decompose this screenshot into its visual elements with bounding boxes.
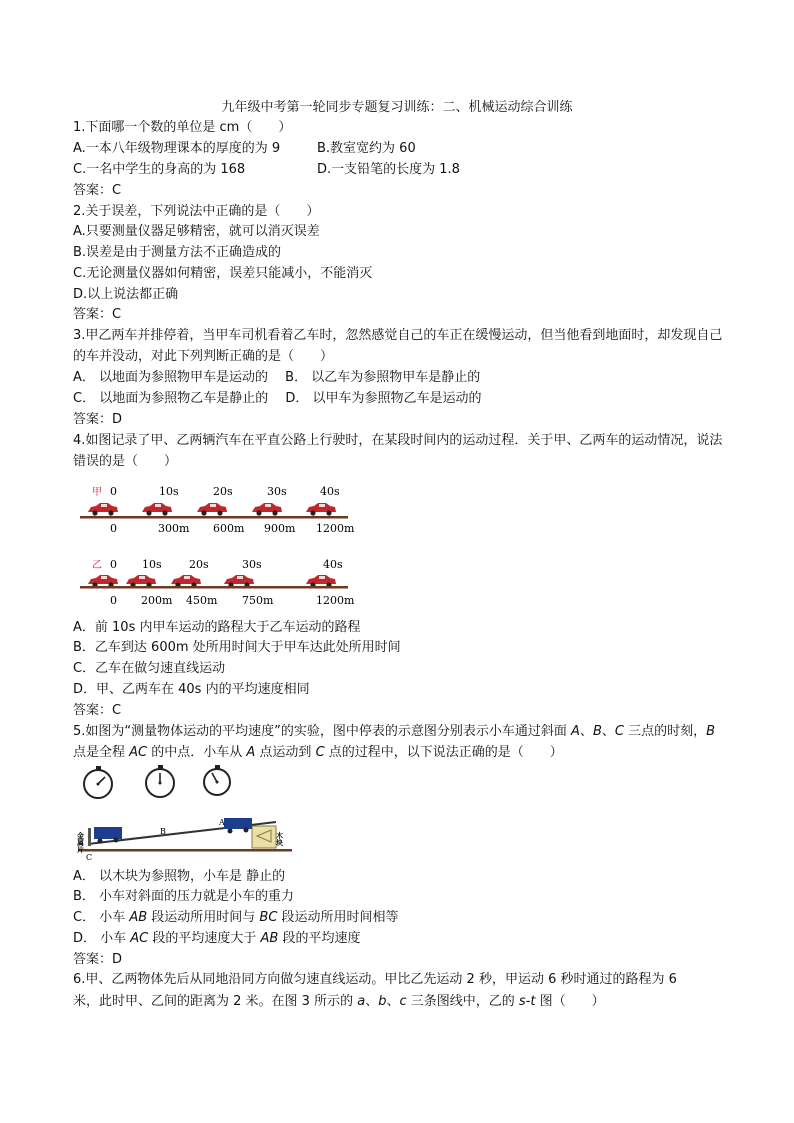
q4-yi-time-3: 30s bbox=[242, 558, 262, 571]
q4-yi-dist-3: 750m bbox=[242, 594, 274, 607]
q4-yi-car-3 bbox=[171, 575, 201, 588]
q1-option-c: C.一名中学生的身高的为 168 bbox=[73, 162, 246, 177]
q4-jia-times bbox=[110, 485, 340, 498]
q4-jia-car-5 bbox=[306, 503, 336, 516]
q5-stem: 5.如图为“测量物体运动的平均速度”的实验，图中停表的示意图分别表示小车通过斜面 A、B、C 三点的时刻，B 点是全程 AC 的中点．小车从 A 点运动到 C 点的过程中，以下说法正确的是（ ） bbox=[73, 724, 716, 760]
q5-point-c: C bbox=[86, 853, 93, 862]
q5-stopwatch-a bbox=[204, 765, 230, 795]
q4-yi-dists bbox=[110, 594, 355, 607]
q5-option-a: A． 以木块为参照物，小车是 静止的 bbox=[73, 869, 286, 884]
q4-yi-dist-0: 0 bbox=[110, 594, 117, 607]
q3-stem: 3.甲乙两车并排停着，当甲车司机看着乙车时，忽然感觉自己的车正在缓慢运动，但当他看到地面时，却发现自己的车并没动，对此下列判断正确的是（ ） bbox=[73, 328, 723, 364]
q5-point-b: B bbox=[160, 827, 166, 836]
q4-option-a: A．前 10s 内甲车运动的路程大于乙车运动的路程 bbox=[73, 620, 361, 635]
q4-jia-dist-4: 1200m bbox=[316, 522, 355, 535]
q5-option-b: B． 小车对斜面的压力就是小车的重力 bbox=[73, 889, 295, 904]
q4-yi-times bbox=[110, 558, 343, 571]
q1-answer: 答案：C bbox=[73, 183, 122, 198]
q2-answer: 答案：C bbox=[73, 307, 122, 322]
q4-yi-road bbox=[80, 586, 348, 589]
q4-yi-dist-1: 200m bbox=[141, 594, 173, 607]
q4-yi-car-2 bbox=[126, 575, 156, 588]
q1-stem: 1.下面哪一个数的单位是 cm（ ） bbox=[73, 120, 292, 135]
q5-metal-label: 金属片 bbox=[76, 832, 86, 853]
q4-stem: 4.如图记录了甲、乙两辆汽车在平直公路上行驶时，在某段时间内的运动过程．关于甲、乙两车的运动情况，说法错误的是（ ） bbox=[73, 433, 723, 469]
q5-option-d: D． 小车 AC 段的平均速度大于 AB 段的平均速度 bbox=[73, 931, 361, 946]
q2-stem: 2.关于误差，下列说法中正确的是（ ） bbox=[73, 204, 320, 219]
q1-option-a: A.一本八年级物理课本的厚度的为 9 bbox=[73, 141, 281, 156]
q4-yi-time-2: 20s bbox=[189, 558, 209, 571]
q4-jia-time-0: 0 bbox=[110, 485, 117, 498]
q5-wood-label: 木块 bbox=[275, 832, 285, 846]
q5-stopwatch-c bbox=[84, 766, 112, 798]
q6-line-2: 米，此时甲、乙间的距离为 2 米。在图 3 所示的 a、b、c 三条图线中，乙的 s-t 图（ ） bbox=[73, 994, 605, 1009]
q2-option-a: A.只要测量仪器足够精密，就可以消灭误差 bbox=[73, 224, 320, 239]
page-title: 九年级中考第一轮同步专题复习训练：二、机械运动综合训练 bbox=[221, 100, 573, 115]
q4-yi-dist-4: 1200m bbox=[316, 594, 355, 607]
q4-jia-car-1 bbox=[88, 503, 118, 516]
q4-jia-car-2 bbox=[142, 503, 172, 516]
q4-yi-time-1: 10s bbox=[142, 558, 162, 571]
q4-option-d: D．甲、乙两车在 40s 内的平均速度相同 bbox=[73, 682, 310, 697]
q4-yi-car-4 bbox=[224, 575, 254, 588]
q4-jia-dists bbox=[110, 522, 355, 535]
q3-options-ab: A． 以地面为参照物甲车是运动的 B． 以乙车为参照物甲车是静止的 bbox=[73, 370, 481, 385]
q4-option-c: C．乙车在做匀速直线运动 bbox=[73, 661, 226, 676]
q2-option-c: C.无论测量仪器如何精密，误差只能减小，不能消灭 bbox=[73, 266, 373, 281]
q4-jia-car-4 bbox=[252, 503, 282, 516]
q4-yi-time-0: 0 bbox=[110, 558, 117, 571]
q5-ground bbox=[78, 849, 292, 852]
q2-option-d: D.以上说法都正确 bbox=[73, 287, 179, 302]
q2-option-b: B.误差是由于测量方法不正确造成的 bbox=[73, 245, 282, 260]
q4-yi-car-1 bbox=[88, 575, 118, 588]
q4-jia-dist-0: 0 bbox=[110, 522, 117, 535]
q4-jia-time-3: 30s bbox=[267, 485, 287, 498]
q5-wood-block bbox=[252, 826, 276, 848]
q4-jia-dist-1: 300m bbox=[158, 522, 190, 535]
q5-stopwatch-b bbox=[146, 765, 174, 797]
q4-jia-road bbox=[80, 516, 348, 519]
q5-point-a: A bbox=[219, 818, 225, 827]
q4-yi-time-4: 40s bbox=[323, 558, 343, 571]
q4-jia-time-2: 20s bbox=[213, 485, 233, 498]
q1-option-b: B.教室宽约为 60 bbox=[317, 141, 416, 156]
q5-metal-plate bbox=[88, 828, 91, 846]
q4-yi-car-5 bbox=[306, 575, 336, 588]
q1-option-d: D.一支铅笔的长度为 1.8 bbox=[317, 162, 460, 177]
q4-car-motion-figure bbox=[76, 478, 366, 610]
q4-option-b: B．乙车到达 600m 处所用时间大于甲车达此处所用时间 bbox=[73, 640, 401, 655]
q5-cart-top bbox=[224, 818, 252, 834]
q5-answer: 答案：D bbox=[73, 952, 123, 967]
q6-line-1: 6.甲、乙两物体先后从同地沿同方向做匀速直线运动。甲比乙先运动 2 秒，甲运动 6 秒时通过的路程为 6 bbox=[73, 972, 677, 987]
q4-jia-label: 甲 bbox=[92, 487, 102, 498]
q4-jia-dist-3: 900m bbox=[264, 522, 296, 535]
q4-jia-time-4: 40s bbox=[320, 485, 340, 498]
q5-option-c: C． 小车 AB 段运动所用时间与 BC 段运动所用时间相等 bbox=[73, 910, 399, 925]
q4-yi-dist-2: 450m bbox=[186, 594, 218, 607]
q4-answer: 答案：C bbox=[73, 703, 122, 718]
q3-options-cd: C． 以地面为参照物乙车是静止的 D． 以甲车为参照物乙车是运动的 bbox=[73, 391, 482, 406]
q5-incline-figure bbox=[76, 764, 302, 862]
q4-yi-label: 乙 bbox=[92, 560, 102, 571]
q3-answer: 答案：D bbox=[73, 412, 123, 427]
q4-jia-car-3 bbox=[197, 503, 227, 516]
q4-jia-dist-2: 600m bbox=[213, 522, 245, 535]
q4-jia-time-1: 10s bbox=[159, 485, 179, 498]
